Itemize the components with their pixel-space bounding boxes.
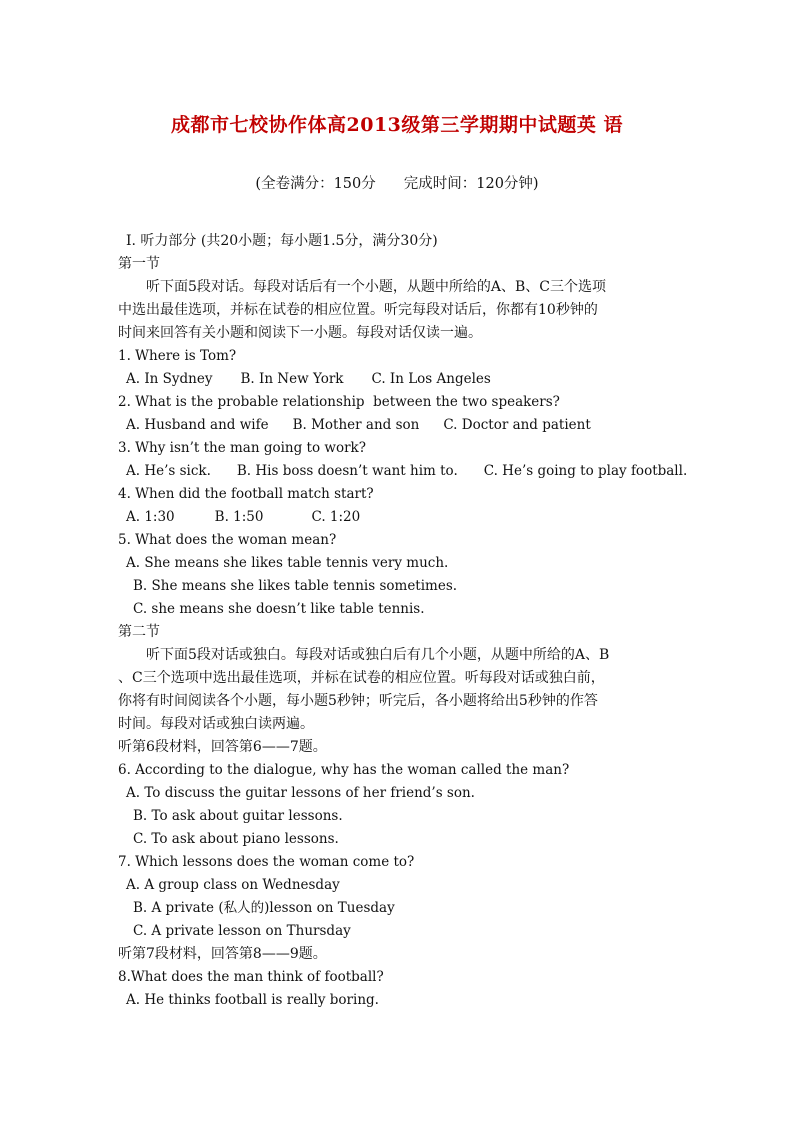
part1-label: 第一节 — [118, 256, 160, 272]
full-score: (全卷满分：150分 — [255, 176, 376, 192]
option-b: B. A private (私人的)lesson on Tuesday — [133, 900, 395, 916]
option-a: A. 1:30 — [126, 509, 175, 525]
part2-instruction-line: 时间。每段对话或独白读两遍。 — [118, 716, 314, 732]
question-options — [118, 414, 678, 437]
option-b: B. She means she likes table tennis sometimes. — [133, 578, 458, 594]
option-b: B. Mother and son — [292, 417, 420, 433]
question-stem: 6. According to the dialogue, why has the woman called the man? — [118, 762, 570, 778]
question-stem: 1. Where is Tom? — [118, 348, 237, 364]
option-c: C. In Los Angeles — [371, 371, 491, 387]
part1-instruction-line: 时间来回答有关小题和阅读下一小题。每段对话仅读一遍。 — [118, 325, 482, 341]
option-a: A. In Sydney — [126, 371, 213, 387]
question-options — [118, 368, 678, 391]
time-limit: 完成时间：120分钟) — [403, 176, 539, 192]
exam-content — [118, 230, 688, 1012]
question-stem: 7. Which lessons does the woman come to? — [118, 854, 415, 870]
material-instruction: 听第6段材料，回答第6——7题。 — [118, 739, 327, 755]
option-b: B. His boss doesn’t want him to. — [236, 463, 458, 479]
question-stem: 5. What does the woman mean? — [118, 532, 337, 548]
page-title: 成都市七校协作体高2013级第三学期期中试题英 语 — [171, 114, 623, 136]
option-c: C. A private lesson on Thursday — [133, 923, 351, 939]
option-c: C. He’s going to play football. — [483, 463, 688, 479]
option-c: C. she means she doesn’t like table tennis. — [133, 601, 425, 617]
option-a: A. He thinks football is really boring. — [126, 992, 379, 1008]
option-a: A. He’s sick. — [126, 463, 211, 479]
option-c: C. 1:20 — [311, 509, 361, 525]
question-options — [118, 506, 678, 529]
option-a: A. Husband and wife — [126, 417, 269, 433]
option-c: C. To ask about piano lessons. — [133, 831, 339, 847]
material-instruction: 听第7段材料，回答第8——9题。 — [118, 946, 327, 962]
section-heading: Ⅰ. 听力部分 (共20小题；每小题1.5分，满分30分) — [126, 233, 438, 249]
part2-label: 第二节 — [118, 624, 160, 640]
question-stem: 3. Why isn’t the man going to work? — [118, 440, 366, 456]
question-stem: 8.What does the man think of football? — [118, 969, 384, 985]
exam-info — [0, 172, 794, 193]
option-b: B. 1:50 — [214, 509, 264, 525]
option-a: A. A group class on Wednesday — [126, 877, 340, 893]
question-options — [118, 460, 688, 483]
option-b: B. To ask about guitar lessons. — [133, 808, 343, 824]
part1-instruction-line: 听下面5段对话。每段对话后有一个小题，从题中所给的A、B、C三个选项 — [146, 279, 607, 295]
question-stem: 2. What is the probable relationship between the two speakers? — [118, 394, 560, 410]
question-stem: 4. When did the football match start? — [118, 486, 374, 502]
part2-instruction-line: 听下面5段对话或独白。每段对话或独白后有几个小题，从题中所给的A、B — [146, 647, 610, 663]
part2-instruction-line: 、C三个选项中选出最佳选项，并标在试卷的相应位置。听每段对话或独白前， — [118, 670, 605, 686]
part2-instruction-line: 你将有时间阅读各个小题，每小题5秒钟；听完后，各小题将给出5秒钟的作答 — [118, 693, 598, 709]
part1-instruction-line: 中选出最佳选项，并标在试卷的相应位置。听完每段对话后，你都有10秒钟的 — [118, 302, 598, 318]
option-c: C. Doctor and patient — [443, 417, 591, 433]
option-a: A. She means she likes table tennis very much. — [126, 555, 449, 571]
option-a: A. To discuss the guitar lessons of her friend’s son. — [126, 785, 475, 801]
option-b: B. In New York — [240, 371, 344, 387]
